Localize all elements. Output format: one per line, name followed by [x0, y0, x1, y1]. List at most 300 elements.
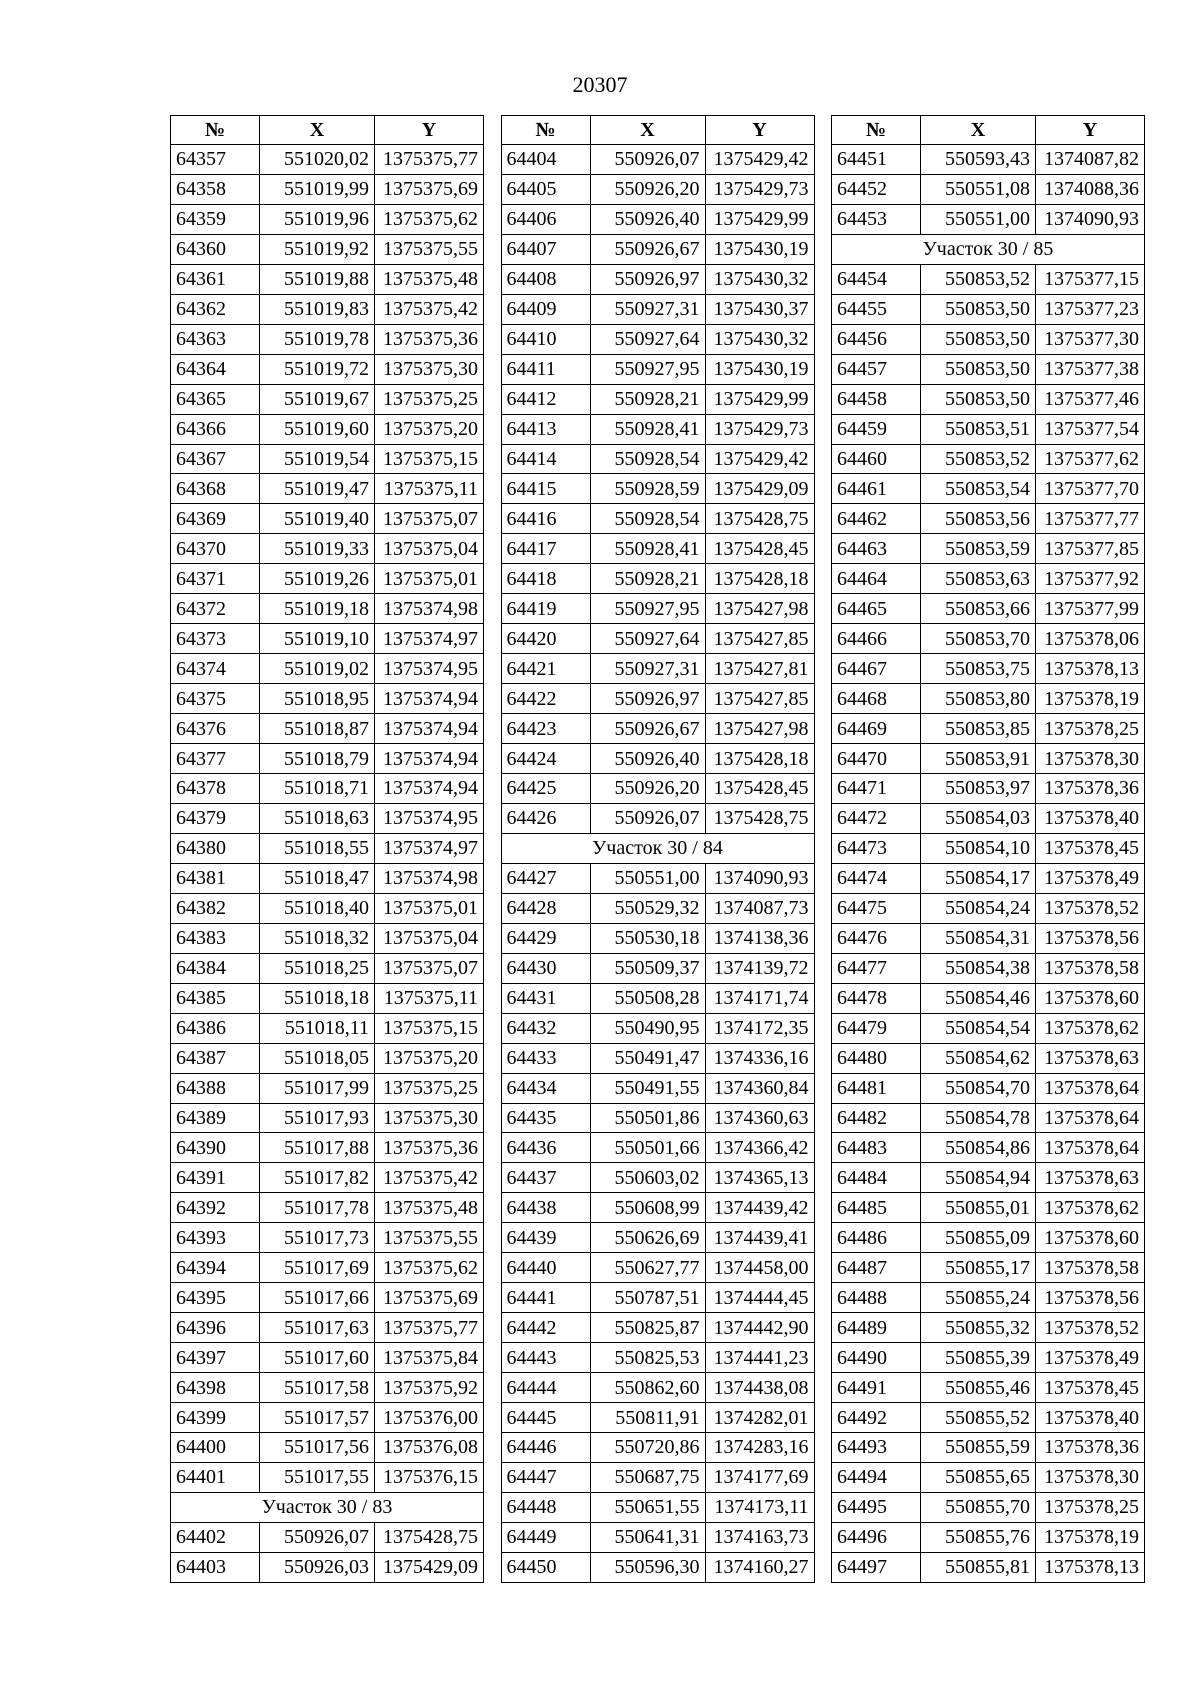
- y-coordinate: 1375427,98: [705, 714, 814, 744]
- x-coordinate: 550593,43: [921, 145, 1036, 175]
- x-coordinate: 550928,54: [590, 504, 705, 534]
- y-coordinate: 1375429,09: [705, 474, 814, 504]
- table-row: [501, 264, 814, 294]
- y-coordinate: 1375377,23: [1036, 294, 1145, 324]
- table-row: [171, 923, 484, 953]
- x-coordinate: 550928,41: [590, 534, 705, 564]
- table-row: [501, 1462, 814, 1492]
- point-number: 64386: [171, 1013, 260, 1043]
- y-coordinate: 1375378,52: [1036, 893, 1145, 923]
- table-row: [832, 923, 1145, 953]
- y-coordinate: 1375374,94: [375, 774, 484, 804]
- point-number: 64439: [501, 1223, 590, 1253]
- point-number: 64406: [501, 204, 590, 234]
- table-row: [832, 624, 1145, 654]
- point-number: 64391: [171, 1163, 260, 1193]
- y-coordinate: 1375375,07: [375, 953, 484, 983]
- x-coordinate: 550854,46: [921, 983, 1036, 1013]
- x-coordinate: 550927,64: [590, 324, 705, 354]
- table-row: [171, 264, 484, 294]
- y-coordinate: 1375378,45: [1036, 1373, 1145, 1403]
- table-row: [501, 1043, 814, 1073]
- point-number: 64452: [832, 174, 921, 204]
- point-number: 64486: [832, 1223, 921, 1253]
- y-coordinate: 1374163,73: [705, 1522, 814, 1552]
- point-number: 64397: [171, 1343, 260, 1373]
- table-row: [171, 234, 484, 264]
- y-coordinate: 1375378,25: [1036, 714, 1145, 744]
- point-number: 64475: [832, 893, 921, 923]
- x-coordinate: 550926,67: [590, 714, 705, 744]
- point-number: 64436: [501, 1133, 590, 1163]
- x-coordinate: 551019,92: [260, 234, 375, 264]
- y-coordinate: 1375375,11: [375, 474, 484, 504]
- table-row: [501, 474, 814, 504]
- point-number: 64469: [832, 714, 921, 744]
- table-row: [171, 564, 484, 594]
- y-coordinate: 1375377,38: [1036, 354, 1145, 384]
- table-row: [171, 833, 484, 863]
- y-coordinate: 1375375,11: [375, 983, 484, 1013]
- point-number: 64457: [832, 354, 921, 384]
- x-coordinate: 550926,20: [590, 174, 705, 204]
- table-row: [832, 803, 1145, 833]
- x-coordinate: 550926,97: [590, 264, 705, 294]
- x-coordinate: 550855,24: [921, 1283, 1036, 1313]
- x-coordinate: 550508,28: [590, 983, 705, 1013]
- table-row: [501, 1073, 814, 1103]
- table-row: [832, 264, 1145, 294]
- point-number: 64494: [832, 1462, 921, 1492]
- point-number: 64458: [832, 384, 921, 414]
- y-coordinate: 1375375,77: [375, 145, 484, 175]
- x-coordinate: 551019,47: [260, 474, 375, 504]
- point-number: 64396: [171, 1313, 260, 1343]
- point-number: 64394: [171, 1253, 260, 1283]
- y-coordinate: 1375375,20: [375, 414, 484, 444]
- x-coordinate: 550854,10: [921, 833, 1036, 863]
- x-coordinate: 550853,54: [921, 474, 1036, 504]
- y-coordinate: 1375375,55: [375, 234, 484, 264]
- x-coordinate: 551017,57: [260, 1403, 375, 1433]
- table-row: [832, 1073, 1145, 1103]
- table-row: [832, 1193, 1145, 1223]
- y-coordinate: 1375427,85: [705, 624, 814, 654]
- point-number: 64456: [832, 324, 921, 354]
- x-coordinate: 550926,67: [590, 234, 705, 264]
- y-coordinate: 1375375,01: [375, 893, 484, 923]
- x-coordinate: 551019,60: [260, 414, 375, 444]
- table-row: [501, 1313, 814, 1343]
- table-row: [832, 534, 1145, 564]
- table-body: [832, 145, 1145, 1583]
- table-row: [832, 1163, 1145, 1193]
- y-coordinate: 1375378,25: [1036, 1492, 1145, 1522]
- point-number: 64416: [501, 504, 590, 534]
- x-coordinate: 550853,52: [921, 264, 1036, 294]
- x-coordinate: 550687,75: [590, 1462, 705, 1492]
- y-coordinate: 1375374,97: [375, 833, 484, 863]
- y-coordinate: 1374458,00: [705, 1253, 814, 1283]
- y-coordinate: 1374438,08: [705, 1373, 814, 1403]
- point-number: 64431: [501, 983, 590, 1013]
- y-coordinate: 1375375,15: [375, 1013, 484, 1043]
- y-coordinate: 1374172,35: [705, 1013, 814, 1043]
- x-coordinate: 550928,41: [590, 414, 705, 444]
- x-coordinate: 550926,07: [590, 145, 705, 175]
- x-coordinate: 550927,95: [590, 594, 705, 624]
- y-coordinate: 1375430,19: [705, 234, 814, 264]
- y-coordinate: 1374173,11: [705, 1492, 814, 1522]
- table-row: [832, 654, 1145, 684]
- y-coordinate: 1375375,62: [375, 1253, 484, 1283]
- point-number: 64443: [501, 1343, 590, 1373]
- y-coordinate: 1375378,19: [1036, 1522, 1145, 1552]
- y-coordinate: 1375428,18: [705, 744, 814, 774]
- point-number: 64497: [832, 1552, 921, 1582]
- table-row: [171, 594, 484, 624]
- x-coordinate: 550853,56: [921, 504, 1036, 534]
- x-coordinate: 550603,02: [590, 1163, 705, 1193]
- table-row: [501, 594, 814, 624]
- point-number: 64483: [832, 1133, 921, 1163]
- y-coordinate: 1375378,63: [1036, 1043, 1145, 1073]
- point-number: 64419: [501, 594, 590, 624]
- point-number: 64420: [501, 624, 590, 654]
- point-number: 64412: [501, 384, 590, 414]
- y-coordinate: 1375375,25: [375, 384, 484, 414]
- table-row: [501, 564, 814, 594]
- table-row: [171, 1432, 484, 1462]
- table-row: [171, 714, 484, 744]
- point-number: 64364: [171, 354, 260, 384]
- point-number: 64492: [832, 1403, 921, 1433]
- table-row: [832, 1552, 1145, 1582]
- y-coordinate: 1375378,45: [1036, 833, 1145, 863]
- table-row: [501, 1013, 814, 1043]
- y-coordinate: 1375378,58: [1036, 953, 1145, 983]
- table-row: [171, 1552, 484, 1582]
- x-coordinate: 551018,71: [260, 774, 375, 804]
- point-number: 64380: [171, 833, 260, 863]
- table-row: [501, 1373, 814, 1403]
- y-coordinate: 1374360,63: [705, 1103, 814, 1133]
- point-number: 64435: [501, 1103, 590, 1133]
- y-coordinate: 1374177,69: [705, 1462, 814, 1492]
- table-row: [501, 983, 814, 1013]
- x-coordinate: 550928,59: [590, 474, 705, 504]
- table-body: [501, 145, 814, 1583]
- point-number: 64392: [171, 1193, 260, 1223]
- y-coordinate: 1374336,16: [705, 1043, 814, 1073]
- y-coordinate: 1375378,30: [1036, 1462, 1145, 1492]
- y-coordinate: 1375378,40: [1036, 1403, 1145, 1433]
- y-coordinate: 1375375,25: [375, 1073, 484, 1103]
- x-coordinate: 551018,55: [260, 833, 375, 863]
- y-coordinate: 1375375,92: [375, 1373, 484, 1403]
- point-number: 64363: [171, 324, 260, 354]
- table-row: [501, 294, 814, 324]
- table-row: [832, 953, 1145, 983]
- point-number: 64384: [171, 953, 260, 983]
- x-coordinate: 551018,32: [260, 923, 375, 953]
- y-coordinate: 1374088,36: [1036, 174, 1145, 204]
- table-row: [501, 145, 814, 175]
- table-row: [501, 1552, 814, 1582]
- x-coordinate: 550596,30: [590, 1552, 705, 1582]
- x-coordinate: 551018,87: [260, 714, 375, 744]
- point-number: 64432: [501, 1013, 590, 1043]
- y-coordinate: 1375430,32: [705, 324, 814, 354]
- table-row: [501, 1403, 814, 1433]
- table-row: [171, 145, 484, 175]
- point-number: 64379: [171, 803, 260, 833]
- x-coordinate: 550854,38: [921, 953, 1036, 983]
- point-number: 64463: [832, 534, 921, 564]
- y-coordinate: 1375375,04: [375, 923, 484, 953]
- point-number: 64425: [501, 774, 590, 804]
- x-coordinate: 550854,94: [921, 1163, 1036, 1193]
- table-row: [501, 384, 814, 414]
- table-row: [832, 594, 1145, 624]
- x-coordinate: 550853,52: [921, 444, 1036, 474]
- table-row: [171, 774, 484, 804]
- y-coordinate: 1375378,58: [1036, 1253, 1145, 1283]
- y-coordinate: 1375375,48: [375, 1193, 484, 1223]
- point-number: 64358: [171, 174, 260, 204]
- table-row: [171, 684, 484, 714]
- y-coordinate: 1374282,01: [705, 1403, 814, 1433]
- y-coordinate: 1375378,64: [1036, 1073, 1145, 1103]
- point-number: 64476: [832, 923, 921, 953]
- table-row: [832, 744, 1145, 774]
- point-number: 64377: [171, 744, 260, 774]
- table-row: [501, 863, 814, 893]
- y-coordinate: 1375430,37: [705, 294, 814, 324]
- y-coordinate: 1375378,13: [1036, 1552, 1145, 1582]
- y-coordinate: 1375375,48: [375, 264, 484, 294]
- x-coordinate: 551017,99: [260, 1073, 375, 1103]
- point-number: 64461: [832, 474, 921, 504]
- y-coordinate: 1375377,70: [1036, 474, 1145, 504]
- y-coordinate: 1375428,18: [705, 564, 814, 594]
- point-number: 64455: [832, 294, 921, 324]
- table-row: [832, 1522, 1145, 1552]
- x-coordinate: 551019,10: [260, 624, 375, 654]
- table-row: [171, 1223, 484, 1253]
- point-number: 64465: [832, 594, 921, 624]
- point-number: 64473: [832, 833, 921, 863]
- y-coordinate: 1375377,15: [1036, 264, 1145, 294]
- point-number: 64440: [501, 1253, 590, 1283]
- x-coordinate: 550854,70: [921, 1073, 1036, 1103]
- y-coordinate: 1375375,30: [375, 1103, 484, 1133]
- point-number: 64489: [832, 1313, 921, 1343]
- y-coordinate: 1375378,13: [1036, 654, 1145, 684]
- table-row: [171, 324, 484, 354]
- table-row: [171, 1313, 484, 1343]
- point-number: 64361: [171, 264, 260, 294]
- x-coordinate: 550627,77: [590, 1253, 705, 1283]
- y-coordinate: 1375377,30: [1036, 324, 1145, 354]
- point-number: 64437: [501, 1163, 590, 1193]
- table-row: [501, 1522, 814, 1552]
- x-coordinate: 551019,02: [260, 654, 375, 684]
- point-number: 64399: [171, 1403, 260, 1433]
- table-row: [501, 414, 814, 444]
- header-y: Y: [1036, 116, 1145, 145]
- point-number: 64426: [501, 803, 590, 833]
- point-number: 64467: [832, 654, 921, 684]
- table-row: [171, 204, 484, 234]
- table-body: [171, 145, 484, 1583]
- point-number: 64383: [171, 923, 260, 953]
- table-row: [832, 893, 1145, 923]
- y-coordinate: 1374087,82: [1036, 145, 1145, 175]
- y-coordinate: 1374365,13: [705, 1163, 814, 1193]
- x-coordinate: 550853,70: [921, 624, 1036, 654]
- table-row: [832, 354, 1145, 384]
- table-row: [501, 1432, 814, 1462]
- table-row: [171, 1073, 484, 1103]
- section-title: Участок 30 / 83: [171, 1492, 484, 1522]
- y-coordinate: 1375428,45: [705, 534, 814, 564]
- x-coordinate: 550853,51: [921, 414, 1036, 444]
- table-row: [501, 654, 814, 684]
- x-coordinate: 551017,66: [260, 1283, 375, 1313]
- point-number: 64366: [171, 414, 260, 444]
- x-coordinate: 550927,95: [590, 354, 705, 384]
- x-coordinate: 550862,60: [590, 1373, 705, 1403]
- x-coordinate: 551017,78: [260, 1193, 375, 1223]
- x-coordinate: 550853,50: [921, 294, 1036, 324]
- y-coordinate: 1375428,75: [705, 504, 814, 534]
- x-coordinate: 550641,31: [590, 1522, 705, 1552]
- y-coordinate: 1375375,69: [375, 1283, 484, 1313]
- table-row: [832, 1223, 1145, 1253]
- y-coordinate: 1375375,42: [375, 1163, 484, 1193]
- table-row: [832, 983, 1145, 1013]
- table-row: [171, 354, 484, 384]
- y-coordinate: 1375374,95: [375, 803, 484, 833]
- x-coordinate: 551017,60: [260, 1343, 375, 1373]
- table-row: [832, 1253, 1145, 1283]
- y-coordinate: 1375374,94: [375, 684, 484, 714]
- x-coordinate: 550926,07: [260, 1522, 375, 1552]
- point-number: 64398: [171, 1373, 260, 1403]
- x-coordinate: 550927,31: [590, 654, 705, 684]
- y-coordinate: 1375427,81: [705, 654, 814, 684]
- table-row: [832, 1313, 1145, 1343]
- table-row: [501, 1103, 814, 1133]
- point-number: 64388: [171, 1073, 260, 1103]
- table-row: [171, 1403, 484, 1433]
- point-number: 64445: [501, 1403, 590, 1433]
- x-coordinate: 550853,97: [921, 774, 1036, 804]
- table-row: [501, 324, 814, 354]
- y-coordinate: 1375428,45: [705, 774, 814, 804]
- x-coordinate: 550551,08: [921, 174, 1036, 204]
- point-number: 64471: [832, 774, 921, 804]
- y-coordinate: 1374366,42: [705, 1133, 814, 1163]
- point-number: 64357: [171, 145, 260, 175]
- point-number: 64362: [171, 294, 260, 324]
- x-coordinate: 551019,99: [260, 174, 375, 204]
- point-number: 64468: [832, 684, 921, 714]
- y-coordinate: 1375375,42: [375, 294, 484, 324]
- point-number: 64488: [832, 1283, 921, 1313]
- coordinate-table-1: [170, 115, 484, 1583]
- x-coordinate: 551019,54: [260, 444, 375, 474]
- table-row: [501, 744, 814, 774]
- x-coordinate: 550928,54: [590, 444, 705, 474]
- table-row: [832, 294, 1145, 324]
- x-coordinate: 550551,00: [921, 204, 1036, 234]
- x-coordinate: 551017,82: [260, 1163, 375, 1193]
- table-row: [501, 893, 814, 923]
- table-row: [171, 863, 484, 893]
- y-coordinate: 1375378,52: [1036, 1313, 1145, 1343]
- x-coordinate: 551017,56: [260, 1432, 375, 1462]
- point-number: 64446: [501, 1432, 590, 1462]
- table-row: [501, 1343, 814, 1373]
- y-coordinate: 1375429,99: [705, 384, 814, 414]
- table-row: [832, 324, 1145, 354]
- table-row: [832, 863, 1145, 893]
- point-number: 64390: [171, 1133, 260, 1163]
- point-number: 64480: [832, 1043, 921, 1073]
- point-number: 64359: [171, 204, 260, 234]
- section-row: [171, 1492, 484, 1522]
- point-number: 64415: [501, 474, 590, 504]
- x-coordinate: 550651,55: [590, 1492, 705, 1522]
- point-number: 64470: [832, 744, 921, 774]
- point-number: 64405: [501, 174, 590, 204]
- point-number: 64373: [171, 624, 260, 654]
- point-number: 64385: [171, 983, 260, 1013]
- point-number: 64478: [832, 983, 921, 1013]
- y-coordinate: 1375377,62: [1036, 444, 1145, 474]
- x-coordinate: 550530,18: [590, 923, 705, 953]
- table-row: [501, 534, 814, 564]
- point-number: 64402: [171, 1522, 260, 1552]
- point-number: 64407: [501, 234, 590, 264]
- table-row: [501, 803, 814, 833]
- x-coordinate: 551019,67: [260, 384, 375, 414]
- header-y: Y: [375, 116, 484, 145]
- table-row: [501, 1193, 814, 1223]
- point-number: 64409: [501, 294, 590, 324]
- point-number: 64427: [501, 863, 590, 893]
- y-coordinate: 1375375,04: [375, 534, 484, 564]
- point-number: 64491: [832, 1373, 921, 1403]
- x-coordinate: 550853,75: [921, 654, 1036, 684]
- y-coordinate: 1375377,46: [1036, 384, 1145, 414]
- table-row: [171, 1522, 484, 1552]
- point-number: 64418: [501, 564, 590, 594]
- x-coordinate: 551017,93: [260, 1103, 375, 1133]
- header-y: Y: [705, 116, 814, 145]
- table-row: [832, 1013, 1145, 1043]
- point-number: 64410: [501, 324, 590, 354]
- table-row: [832, 384, 1145, 414]
- y-coordinate: 1375427,98: [705, 594, 814, 624]
- x-coordinate: 550927,64: [590, 624, 705, 654]
- point-number: 64460: [832, 444, 921, 474]
- y-coordinate: 1374360,84: [705, 1073, 814, 1103]
- y-coordinate: 1375378,36: [1036, 774, 1145, 804]
- y-coordinate: 1375377,77: [1036, 504, 1145, 534]
